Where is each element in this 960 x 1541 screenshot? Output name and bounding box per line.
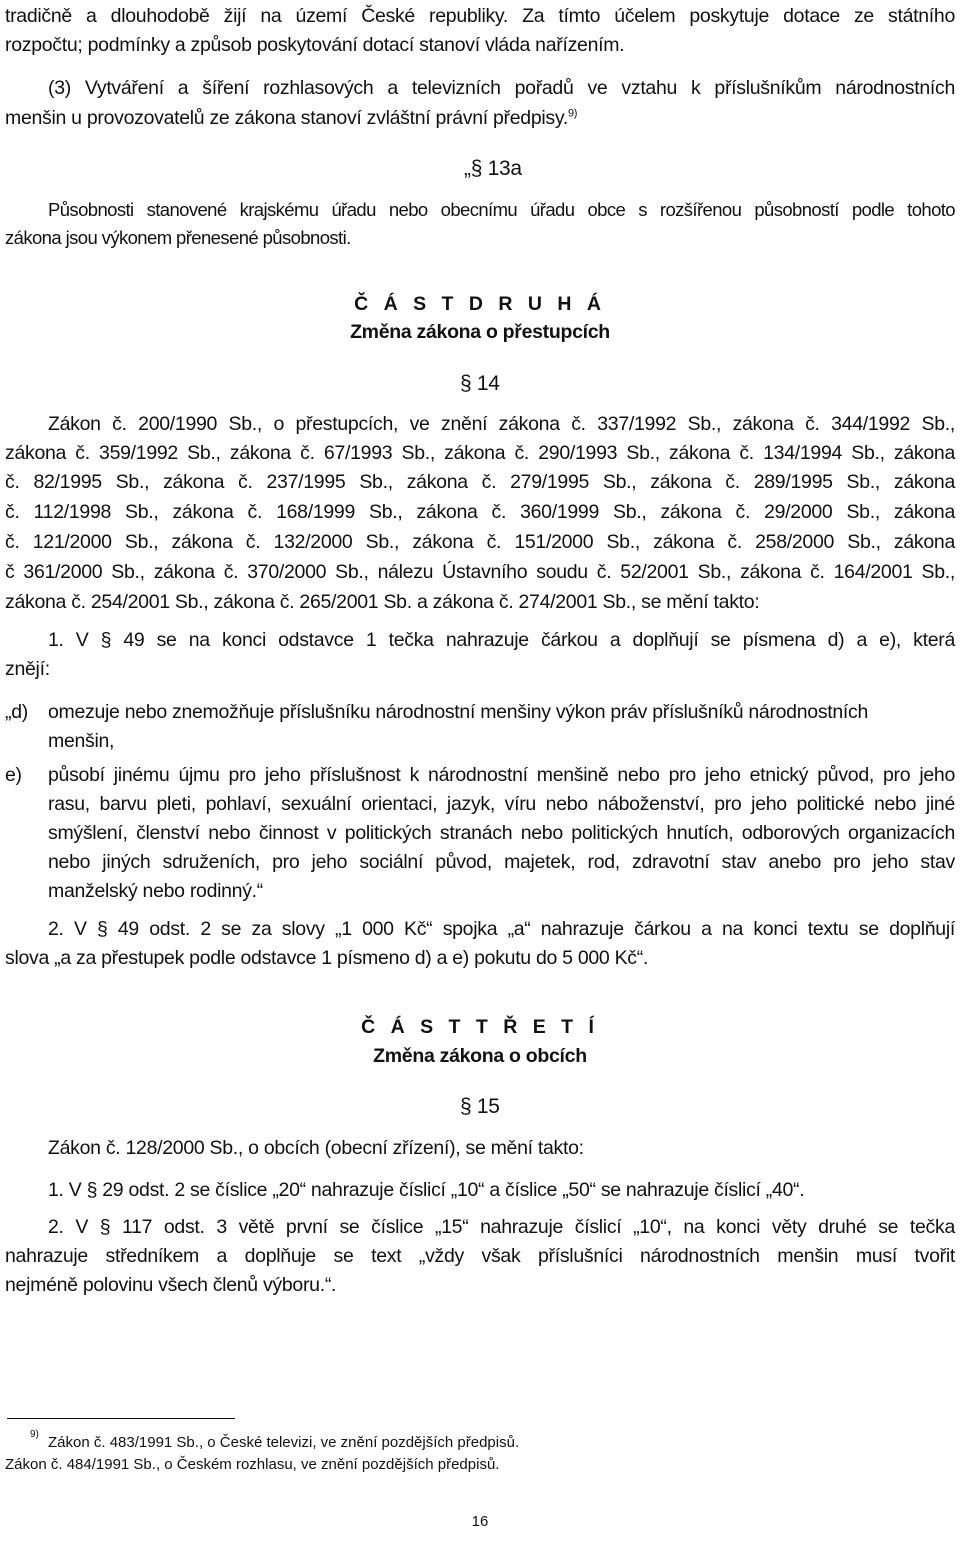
footnote-reference: 9) xyxy=(567,107,578,120)
text-line: Zákon č. 128/2000 Sb., o obcích (obecní zřízení), se mění takto: xyxy=(48,1137,584,1159)
section-heading: § 15 xyxy=(460,1095,500,1118)
text-line: slova „a za přestupek podle odstavce 1 písmeno d) a e) pokutu do 5 000 Kč“. xyxy=(5,947,649,969)
text-line: nebo jiných sdruženích, pro jeho sociální původ, majetek, rod, zdravotní stav anebo pro jeho stav xyxy=(48,851,955,873)
section-heading: „§ 13a xyxy=(464,157,522,180)
footnote-line: Zákon č. 483/1991 Sb., o České televizi, ve znění pozdějších předpisů. xyxy=(48,1434,520,1451)
text-line: 2. V § 49 odst. 2 se za slovy „1 000 Kč“ spojka „a“ nahrazuje čárkou a na konci textu se doplňují xyxy=(48,918,955,940)
part-title: Č Á S T T Ř E T Í xyxy=(361,1016,599,1038)
text-line: (3) Vytváření a šíření rozhlasových a televizních pořadů ve vztahu k příslušníkům národnostních xyxy=(48,77,955,99)
text-line: 1. V § 49 se na konci odstavce 1 tečka nahrazuje čárkou a doplňují se písmena d) a e), která xyxy=(48,629,955,651)
text-line: 1. V § 29 odst. 2 se číslice „20“ nahrazuje číslicí „10“ a číslice „50“ se nahrazuje číslicí „40“. xyxy=(48,1179,805,1201)
text-line: rozpočtu; podmínky a způsob poskytování dotací stanoví vláda nařízením. xyxy=(5,34,625,56)
text-line: nahrazuje středníkem a doplňuje se text „vždy však příslušníci národnostních menšin musí tvořit xyxy=(5,1245,955,1267)
text-line: 2. V § 117 odst. 3 větě první se číslice „15“ nahrazuje číslicí „10“, na konci věty druhé se tečka xyxy=(48,1216,955,1238)
text-line: působí jinému újmu pro jeho příslušnost k národnostní menšině nebo pro jeho etnický původ, pro jeho xyxy=(48,764,955,786)
text-line: omezuje nebo znemožňuje příslušníku národnostní menšiny výkon práv příslušníků národnostních xyxy=(48,701,869,723)
text-line: zákona jsou výkonem přenesené působnosti. xyxy=(5,227,351,248)
text-line: č. 112/1998 Sb., zákona č. 168/1999 Sb., zákona č. 360/1999 Sb., zákona č. 29/2000 Sb., zákona xyxy=(5,501,955,523)
text-span: menšin u provozovatelů ze zákona stanoví zvláštní právní předpisy. xyxy=(5,107,568,129)
part-title: Č Á S T D R U H Á xyxy=(354,293,606,315)
text-line: č 361/2000 Sb., zákona č. 370/2000 Sb., nálezu Ústavního soudu č. 52/2001 Sb., zákona č. 164/2001 Sb., xyxy=(5,561,955,583)
text-line: č. 82/1995 Sb., zákona č. 237/1995 Sb., zákona č. 279/1995 Sb., zákona č. 289/1995 Sb., zákona xyxy=(5,471,955,493)
text-line: zákona č. 254/2001 Sb., zákona č. 265/2001 Sb. a zákona č. 274/2001 Sb., se mění takto: xyxy=(5,591,760,613)
text-line xyxy=(5,106,577,130)
list-label: e) xyxy=(5,764,22,786)
text-line: č. 121/2000 Sb., zákona č. 132/2000 Sb., zákona č. 151/2000 Sb., zákona č. 258/2000 Sb., zákona xyxy=(5,531,955,553)
page-number: 16 xyxy=(471,1513,489,1530)
part-subtitle: Změna zákona o přestupcích xyxy=(350,321,610,343)
footnote-separator xyxy=(7,1418,235,1419)
section-heading: § 14 xyxy=(460,372,500,395)
text-line: manželský nebo rodinný.“ xyxy=(48,880,263,902)
text-line: smýšlení, členství nebo činnost v politických stranách nebo politických hnutích, odborových organizacích xyxy=(48,822,955,844)
footnote-mark: 9) xyxy=(30,1429,39,1440)
text-line: rasu, barvu pleti, pohlaví, sexuální orientaci, jazyk, víru nebo náboženství, pro jeho politické nebo jiné xyxy=(48,793,955,815)
text-line: zákona č. 359/1992 Sb., zákona č. 67/1993 Sb., zákona č. 290/1993 Sb., zákona č. 134/1994 Sb., zákona xyxy=(5,442,955,464)
text-line: znějí: xyxy=(5,658,50,680)
list-label: „d) xyxy=(5,701,28,723)
text-line: Působnosti stanovené krajskému úřadu nebo obecnímu úřadu obce s rozšířenou působností podle tohoto xyxy=(48,199,955,220)
text-line: menšin, xyxy=(48,730,115,752)
text-line: nejméně polovinu všech členů výboru.“. xyxy=(5,1274,337,1296)
text-line: Zákon č. 200/1990 Sb., o přestupcích, ve znění zákona č. 337/1992 Sb., zákona č. 344/1992 Sb., xyxy=(48,413,955,435)
part-subtitle: Změna zákona o obcích xyxy=(373,1045,587,1067)
footnote-line: Zákon č. 484/1991 Sb., o Českém rozhlasu, ve znění pozdějších předpisů. xyxy=(5,1456,500,1473)
text-line: tradičně a dlouhodobě žijí na území České republiky. Za tímto účelem poskytuje dotace ze státního xyxy=(5,5,955,27)
